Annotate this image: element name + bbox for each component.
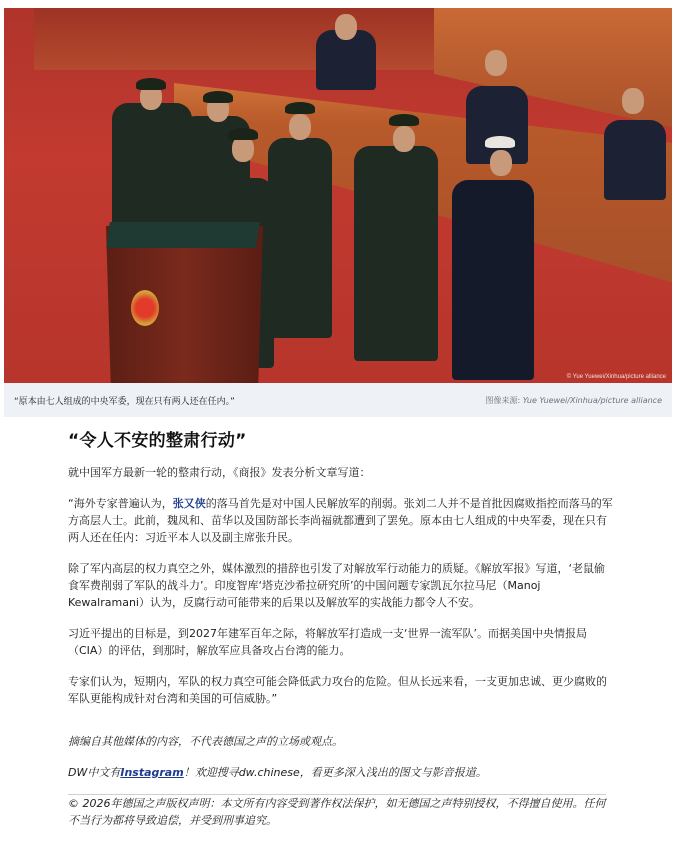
divider — [68, 794, 606, 795]
paragraph: 习近平提出的目标是，到2027年建军百年之际，将解放军打造成一支‘世界一流军队’。而据美国中央情报局（CIA）的评估，到那时，解放军应具备攻占台湾的能力。 — [68, 627, 587, 657]
photo-podium — [106, 226, 263, 383]
image-source-label: 图像来源: — [485, 395, 523, 405]
instagram-suffix: ！欢迎搜寻dw.chinese，看更多深入浅出的图文与影音报道。 — [183, 766, 487, 779]
photo-head — [335, 14, 357, 40]
paragraph: 专家们认为，短期内，军队的权力真空可能会降低武力攻台的危险。但从长远来看，一支更加忠诚、更少腐败的军队更能构成针对台湾和美国的可信威胁。” — [68, 675, 607, 705]
section-heading: “令人不安的整肃行动” — [68, 431, 247, 451]
photo-officer-6 — [452, 180, 534, 380]
photo-caption: “原本由七人组成的中央军委，现在只有两人还在任内。” — [14, 396, 235, 407]
instagram-prefix: DW中文有 — [68, 766, 121, 779]
person-link-zhang-youxia[interactable]: 张又侠 — [172, 497, 206, 510]
photo-cap — [136, 78, 166, 90]
photo-cap — [228, 128, 258, 140]
paragraph: 就中国军方最新一轮的整肃行动，《商报》发表分析文章写道： — [68, 466, 371, 479]
national-emblem-icon — [131, 290, 159, 326]
photo-head — [490, 150, 512, 176]
photo-cap — [285, 102, 315, 114]
copyright-notice: © 2026年德国之声版权声明：本文所有内容受到著作权法保护，如无德国之声特别授权，不得擅自使用。任何不当行为都将导致追偿，并受到刑事追究。 — [68, 797, 606, 827]
instagram-link[interactable]: Instagram — [120, 766, 184, 779]
paragraph-text: 的落马首先是对中国人民解放军的削弱。张刘二人并不是首批因腐败指控而落马的军方高层人士。此前，魏凤和、苗华以及国防部长李尚福就都遭到了罢免。原本由七人组成的中央军委，现在只有两人还在任内：习近平本人以及副主席张升民。 — [68, 497, 613, 544]
image-source — [486, 395, 663, 406]
photo-head — [393, 126, 415, 152]
instagram-promo — [68, 764, 613, 781]
article-body — [68, 426, 613, 843]
paragraph: 除了军内高层的权力真空之外，媒体激烈的措辞也引发了对解放军行动能力的质疑。《解放军报》写道，‘老鼠偷食军费削弱了军队的战斗力’。印度智库‘塔克沙希拉研究所’的中国问题专家凯瓦尔拉马尼（Manoj Kewalramani）认为，反腐行动可能带来的后果以及解放军的实战能力都令人不安。 — [68, 562, 605, 609]
news-photo — [4, 8, 672, 383]
photo-head — [622, 88, 644, 114]
photo-cap — [485, 136, 515, 148]
photo-official-3 — [604, 120, 666, 200]
article-figure — [4, 8, 672, 417]
paragraph-text: “海外专家普遍认为， — [68, 497, 173, 510]
photo-cap — [389, 114, 419, 126]
photo-head — [485, 50, 507, 76]
caption-bar — [4, 383, 672, 417]
photo-officer-4 — [268, 138, 332, 338]
photo-cap — [203, 91, 233, 103]
photo-credit-overlay: © Yue Yuewei/Xinhua/picture alliance — [566, 374, 666, 380]
photo-officer-5 — [354, 146, 438, 361]
paragraph — [68, 495, 613, 546]
photo-podium-top — [106, 222, 260, 248]
disclaimer: 摘编自其他媒体的内容，不代表德国之声的立场或观点。 — [68, 735, 343, 748]
photo-head — [289, 114, 311, 140]
image-source-value: Yue Yuewei/Xinhua/picture alliance — [522, 395, 662, 405]
